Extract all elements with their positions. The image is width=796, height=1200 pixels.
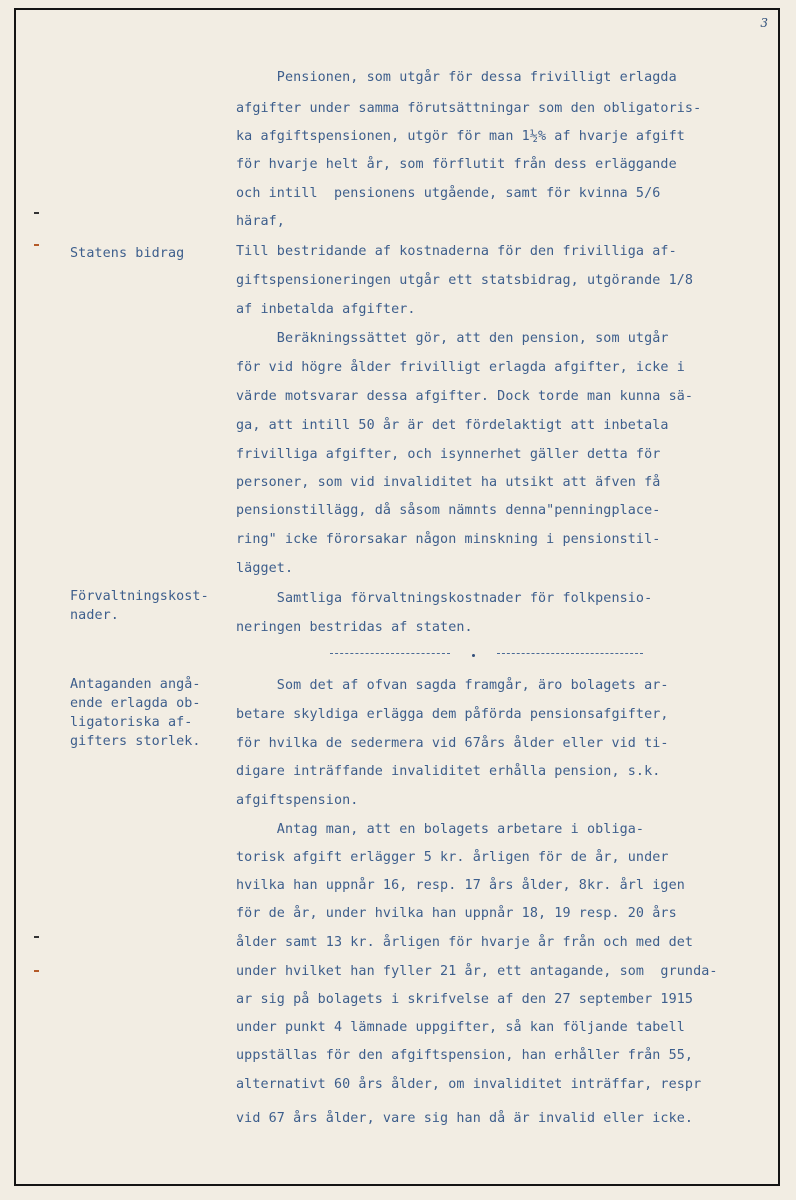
text-line: Beräkningssättet gör, att den pension, som utgår — [236, 331, 669, 346]
text-line: under hvilket han fyller 21 år, ett antagande, som grunda- — [236, 964, 718, 979]
margin-tick — [34, 212, 39, 214]
text-line: under punkt 4 lämnade uppgifter, så kan följande tabell — [236, 1020, 685, 1035]
text-line: alternativt 60 års ålder, om invaliditet inträffar, respr — [236, 1077, 702, 1092]
section-divider-right — [497, 653, 643, 654]
text-line: ålder samt 13 kr. årligen för hvarje år från och med det — [236, 935, 694, 950]
text-line: vid 67 års ålder, vare sig han då är invalid eller icke. — [236, 1111, 694, 1126]
margin-note-antaganden: Antaganden angå- ende erlagda ob- ligatoriska af- gifters storlek. — [70, 677, 201, 749]
text-line: pensionstillägg, då såsom nämnts denna"penningplace- — [236, 503, 661, 518]
text-line: betare skyldiga erlägga dem påförda pensionsafgifter, — [236, 707, 669, 722]
text-line: lägget. — [236, 561, 294, 576]
text-line: ga, att intill 50 år är det fördelaktigt att inbetala — [236, 418, 669, 433]
text-line: ring" icke förorsakar någon minskning i pensionstil- — [236, 532, 661, 547]
margin-tick — [34, 970, 39, 972]
text-line: och intill pensionens utgående, samt för kvinna 5/6 — [236, 186, 661, 201]
text-line: af inbetalda afgifter. — [236, 302, 416, 317]
text-line: ka afgiftspensionen, utgör för man 1½% af hvarje afgift — [236, 129, 685, 144]
text-line: för hvarje helt år, som förflutit från dess erläggande — [236, 157, 677, 172]
text-line: för hvilka de sedermera vid 67års ålder eller vid ti- — [236, 736, 669, 751]
section-divider-left — [330, 653, 450, 654]
text-line: frivilliga afgifter, och isynnerhet gäller detta för — [236, 447, 661, 462]
margin-note-forvaltningskostnader: Förvaltningskost- nader. — [70, 589, 209, 623]
margin-tick — [34, 936, 39, 938]
text-line: Samtliga förvaltningskostnader för folkpensio- — [236, 591, 653, 606]
text-line: giftspensioneringen utgår ett statsbidrag, utgörande 1/8 — [236, 273, 694, 288]
text-line: för de år, under hvilka han uppnår 18, 19 resp. 20 års — [236, 906, 677, 921]
text-line: digare inträffande invaliditet erhålla pension, s.k. — [236, 764, 661, 779]
text-line: hvilka han uppnår 16, resp. 17 års ålder, 8kr. årl igen — [236, 878, 685, 893]
text-line: Till bestridande af kostnaderna för den frivilliga af- — [236, 244, 677, 259]
text-line: torisk afgift erlägger 5 kr. årligen för de år, under — [236, 850, 669, 865]
margin-tick — [34, 244, 39, 246]
text-line: Som det af ofvan sagda framgår, äro bolagets ar- — [236, 678, 669, 693]
text-line: personer, som vid invaliditet ha utsikt att äfven få — [236, 475, 661, 490]
page-number: 3 — [760, 16, 768, 30]
text-line: värde motsvarar dessa afgifter. Dock torde man kunna sä- — [236, 389, 694, 404]
text-line: Antag man, att en bolagets arbetare i obliga- — [236, 822, 645, 837]
text-line: ar sig på bolagets i skrifvelse af den 27 september 1915 — [236, 992, 694, 1007]
text-line: afgiftspension. — [236, 793, 359, 808]
text-line: för vid högre ålder frivilligt erlagda afgifter, icke i — [236, 360, 685, 375]
margin-note-statens-bidrag: Statens bidrag — [70, 246, 185, 261]
text-line: häraf, — [236, 214, 285, 229]
text-line: Pensionen, som utgår för dessa frivilligt erlagda — [236, 70, 677, 85]
text-line: neringen bestridas af staten. — [236, 620, 473, 635]
text-line: uppställas för den afgiftspension, han erhåller från 55, — [236, 1048, 694, 1063]
text-line: afgifter under samma förutsättningar som den obligatoris- — [236, 101, 702, 116]
section-divider-dot — [472, 654, 475, 657]
